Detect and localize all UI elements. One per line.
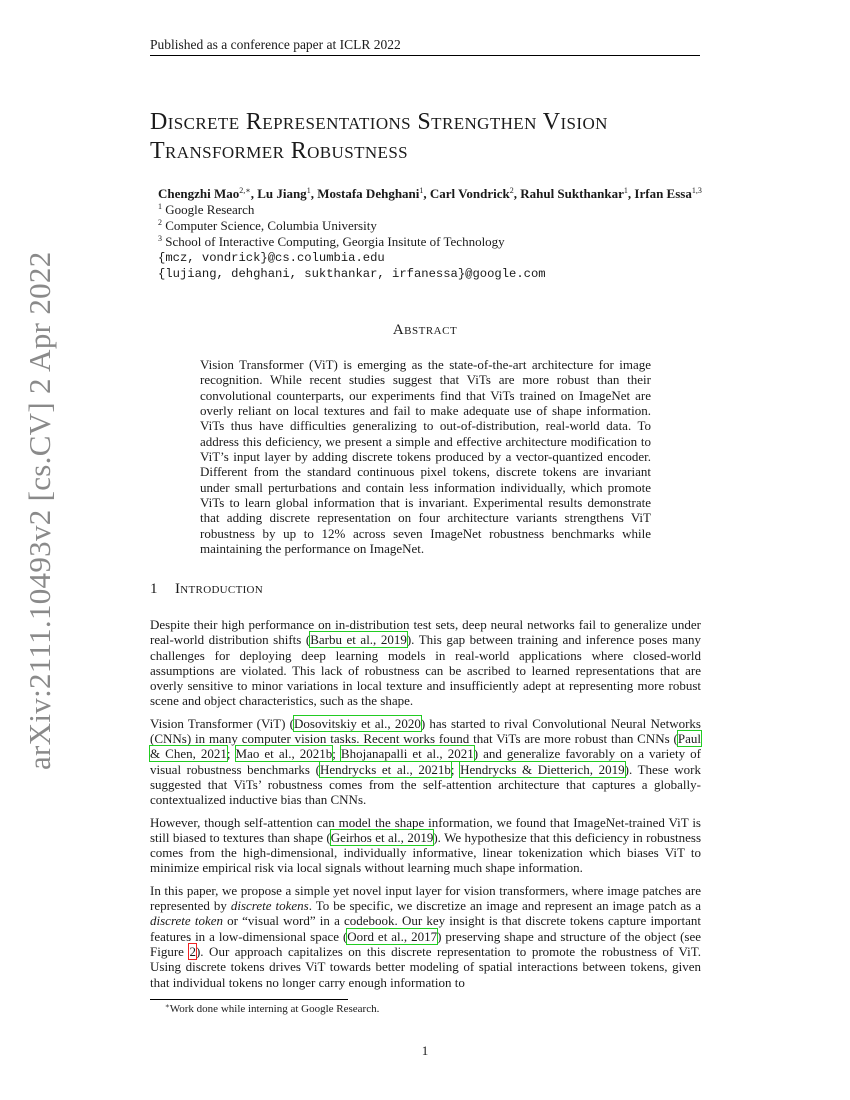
author-sep: , — [310, 186, 318, 201]
citation-link[interactable]: Geirhos et al., 2019 — [330, 829, 434, 845]
author-affil-mark: 2,∗ — [239, 186, 251, 195]
footnote-mark: ∗ — [165, 1002, 170, 1010]
abstract-body: Vision Transformer (ViT) is emerging as the state-of-the-art architecture for image recognition. While recent studies suggest that ViTs are more robust than their convolutional counterparts, our experiments find that ViTs trained on ImageNet are overly reliant on local textures and fail to make adequate use of shape information. ViTs thus have difficulties generalizing to out-of-distribution, real-world data. To address this deficiency, we present a simple and effective architecture modification to ViT’s input layer by adding discrete tokens produced by a vector-quantized encoder. Different from the standard continuous pixel tokens, discrete tokens are invariant under small perturbations and contain less information individually, which promote ViTs to learn global information that is invariant. Experimental results demonstrate that adding discrete representation on four architecture variants strengthens ViT robustness by up to 12% across seven ImageNet robustness benchmarks while maintaining the performance on ImageNet. — [200, 357, 651, 557]
footnote-rule — [150, 999, 348, 1000]
email-columbia: {mcz, vondrick}@cs.columbia.edu — [158, 251, 385, 265]
introduction-body — [150, 617, 701, 997]
paragraph-1: Despite their high performance on in-distribution test sets, deep neural networks fail to generalize under real-world distribution shifts (Barbu et al., 2019). This gap between training and inference poses many challenges for deploying deep learning models in real-world applications where closed-world assumptions are violated. This lack of robustness can be ascribed to learned representations that are overly sensitive to minor variations in local texture and insufficiently adept at representing more robust scene and object characteristics, such as the shape. — [150, 617, 701, 709]
abstract-heading: Abstract — [392, 322, 458, 338]
citation-link[interactable]: Hendrycks et al., 2021b — [319, 761, 451, 777]
footnote — [165, 1002, 379, 1016]
paragraph-2: Vision Transformer (ViT) (Dosovitskiy et al., 2020) has started to rival Convolutional Neural Networks (CNNs) in many computer vision tasks. Recent works found that ViTs are more robust than CNNs (Paul & Chen, 2021; Mao et al., 2021b; Bhojanapalli et al., 2021) and generalize favorably on a variety of visual robustness benchmarks (Hendrycks et al., 2021b; Hendrycks & Dietterich, 2019). These work suggested that ViTs’ robustness comes from the self-attention architecture that captures a globally-contextualized inductive bias than CNNs. — [150, 715, 701, 808]
title-line-1: Discrete Representations Strengthen Vision — [150, 109, 608, 135]
arxiv-stamp: arXiv:2111.10493v2 [cs.CV] 2 Apr 2022 — [22, 251, 57, 770]
citation-link[interactable]: Dosovitskiy et al., 2020 — [294, 715, 421, 731]
paragraph-4: In this paper, we propose a simple yet novel input layer for vision transformers, where image patches are represented by discrete tokens. To be specific, we discretize an image and represent an image patch as a discrete token or “visual word” in a codebook. Our key insight is that discrete tokens capture important features in a low-dimensional space (Oord et al., 2017) preserving shape and structure of the object (see Figure 2). Our approach capitalizes on this discrete representation to promote the robustness of ViT. Using discrete tokens drives ViT towards better modeling of spatial interactions between tokens, given that individual tokens no longer carry enough information to — [150, 882, 702, 990]
author-name: Chengzhi Mao — [158, 186, 240, 201]
affiliation-1: $^1$ Google Research — [158, 202, 255, 217]
author-affil-mark: 2 — [509, 186, 514, 195]
email-google: {lujiang, dehghani, sukthankar, irfanessa}@google.com — [158, 267, 546, 281]
author-name: Lu Jiang — [257, 186, 307, 201]
citation-link[interactable]: Barbu et al., 2019 — [310, 632, 407, 648]
author-affil-mark: 1 — [623, 186, 628, 195]
footnote-text: Work done while interning at Google Research. — [169, 1003, 380, 1015]
emphasis: discrete tokens — [230, 898, 309, 914]
citation-link[interactable]: Mao et al., 2021b — [235, 746, 333, 762]
section-number: 1 — [150, 581, 158, 597]
section-title: Introduction — [175, 581, 264, 597]
author-name: Mostafa Dehghani — [317, 186, 420, 201]
title-line-2: Transformer Robustness — [150, 138, 409, 164]
author-sep: , — [423, 186, 430, 201]
page-number: 1 — [421, 1043, 429, 1058]
paragraph-3: However, though self-attention can model the shape information, we found that ImageNet-trained ViT is still biased to textures than shape (Geirhos et al., 2019). We hypothesize that this deficiency in robustness comes from the high-dimensional, individually informative, linear tokenization which biases ViT to minimize empirical risk via local signals without learning much shape information. — [150, 814, 701, 876]
affiliation-3: $^3$ School of Interactive Computing, Georgia Insitute of Technology — [158, 234, 505, 249]
citation-link[interactable]: Paul & Chen, 2021 — [150, 731, 701, 762]
author-sep: , — [627, 186, 635, 201]
author-name: Irfan Essa — [634, 186, 692, 201]
author-sep: , — [513, 186, 521, 201]
author-list — [158, 186, 758, 202]
author-block — [158, 186, 758, 282]
author-name: Carl Vondrick — [429, 186, 510, 201]
citation-link[interactable]: Hendrycks & Dietterich, 2019 — [460, 761, 625, 777]
author-sep: , — [250, 186, 258, 201]
section-heading-introduction — [150, 581, 263, 598]
citation-link[interactable]: Bhojanapalli et al., 2021 — [340, 746, 474, 762]
author-affil-mark: 1,3 — [691, 186, 702, 195]
running-header: Published as a conference paper at ICLR 2022 — [150, 36, 700, 56]
citation-link[interactable]: Oord et al., 2017 — [347, 928, 438, 944]
author-affil-mark: 1 — [306, 186, 311, 195]
paper-title — [150, 108, 730, 166]
author-affil-mark: 1 — [419, 186, 424, 195]
affiliation-2: $^2$ Computer Science, Columbia University — [158, 218, 377, 233]
emphasis: discrete token — [150, 913, 223, 929]
figure-ref-link[interactable]: 2 — [189, 943, 196, 959]
author-name: Rahul Sukthankar — [520, 186, 624, 201]
